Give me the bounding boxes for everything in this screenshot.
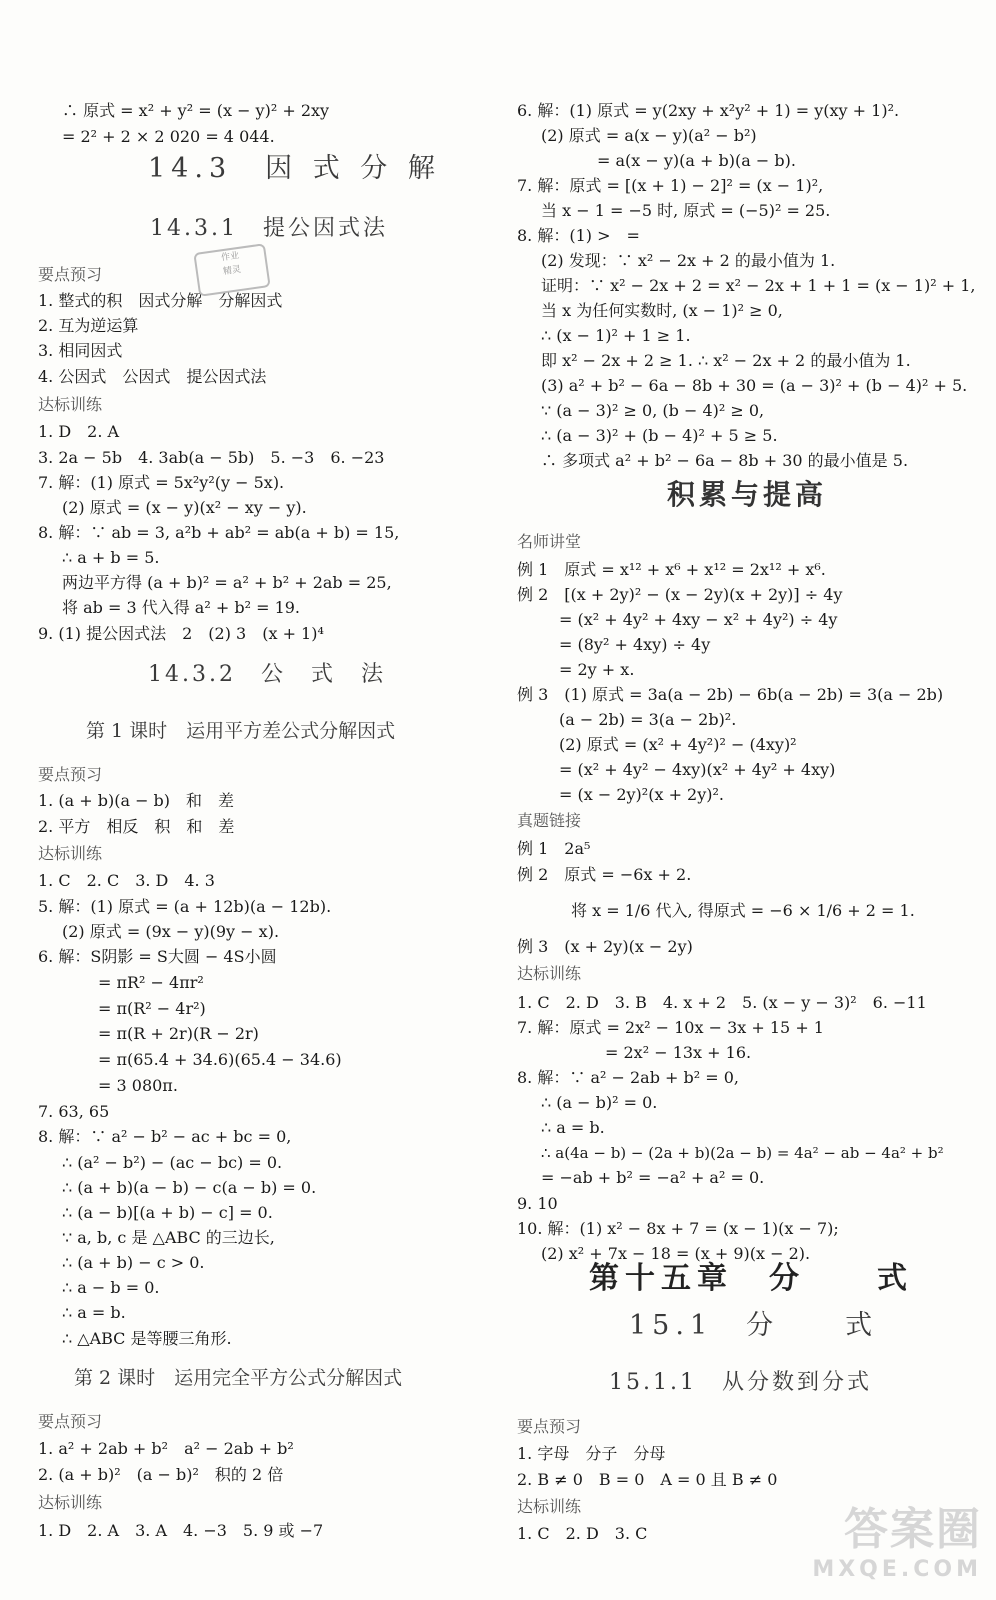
text-line: = (8y² + 4xy) ÷ 4y — [559, 635, 711, 654]
text-line: = a(x − y)(a + b)(a − b). — [597, 151, 796, 170]
text-line: 10. 解：(1) x² − 8x + 7 = (x − 1)(x − 7); — [517, 1219, 839, 1238]
text-line: (3) a² + b² − 6a − 8b + 30 = (a − 3)² + (b − 4)² + 5. — [541, 376, 968, 395]
text-line: = 2² + 2 × 2 020 = 4 044. — [62, 127, 275, 146]
text-line: 例 2 原式 = −6x + 2. — [517, 865, 692, 884]
text-line: = 2x² − 13x + 16. — [605, 1043, 752, 1062]
subsection-heading: 15.1.1 从分数到分式 — [609, 1370, 872, 1395]
watermark-main: 答案圈 — [844, 1504, 982, 1555]
text-line: 1. D 2. A 3. A 4. −3 5. 9 或 −7 — [38, 1521, 324, 1540]
homework-stamp: 作业 精灵 — [193, 243, 270, 297]
text-line: = 2y + x. — [559, 660, 635, 679]
text-line: 当 x − 1 = −5 时, 原式 = (−5)² = 25. — [541, 201, 831, 220]
text-line: ∴ (a − b)² = 0. — [541, 1093, 658, 1112]
text-line: = πR² − 4πr² — [98, 973, 204, 992]
text-line: 1. C 2. D 3. B 4. x + 2 5. (x − y − 3)² 6. −11 — [517, 993, 927, 1012]
part-label: 要点预习 — [517, 1417, 582, 1436]
lesson-heading: 第 1 课时 运用平方差公式分解因式 — [86, 720, 396, 742]
text-line: 1. 整式的积 因式分解 分解因式 — [38, 291, 283, 310]
text-line: 1. (a + b)(a − b) 和 差 — [38, 791, 235, 810]
part-label: 名师讲堂 — [517, 532, 582, 551]
part-label: 达标训练 — [38, 395, 103, 414]
text-line: ∴ a − b = 0. — [62, 1278, 160, 1297]
text-line: = (x² + 4y² + 4xy − x² + 4y²) ÷ 4y — [559, 610, 838, 629]
text-line: ∵ a, b, c 是 △ABC 的三边长, — [62, 1228, 275, 1247]
text-line: = π(65.4 + 34.6)(65.4 − 34.6) — [98, 1050, 342, 1069]
text-line: 证明：∵ x² − 2x + 2 = x² − 2x + 1 + 1 = (x − 1)² + 1, — [541, 276, 976, 295]
text-line: (2) 原式 = a(x − y)(a² − b²) — [541, 126, 757, 145]
part-label: 要点预习 — [38, 1412, 103, 1431]
text-line: (2) 发现：∵ x² − 2x + 2 的最小值为 1. — [541, 251, 836, 270]
text-line: ∴ (a − 3)² + (b − 4)² + 5 ≥ 5. — [541, 426, 778, 445]
text-line: ∴ (a − b)[(a + b) − c] = 0. — [62, 1203, 273, 1222]
text-line: 1. 字母 分子 分母 — [517, 1444, 666, 1463]
section-heading: 15.1 分 式 — [629, 1310, 879, 1341]
text-line: ∴ a(4a − b) − (2a + b)(2a − b) = 4a² − ab − 4a² + b² — [541, 1144, 944, 1162]
text-line: = −ab + b² = −a² + a² = 0. — [541, 1168, 765, 1187]
part-label: 达标训练 — [38, 844, 103, 863]
chapter-heading: 第十五章 分 式 — [589, 1261, 913, 1296]
text-line: 例 3 (1) 原式 = 3a(a − 2b) − 6b(a − 2b) = 3(a − 2b) — [517, 685, 944, 704]
text-line: 3. 相同因式 — [38, 341, 123, 360]
text-line: 将 ab = 3 代入得 a² + b² = 19. — [62, 598, 301, 617]
text-line: (2) x² + 7x − 18 = (x + 9)(x − 2). — [541, 1244, 811, 1263]
text-line: ∴ a = b. — [541, 1118, 605, 1137]
text-line: 8. 解：∵ a² − 2ab + b² = 0, — [517, 1068, 740, 1087]
text-line: 1. a² + 2ab + b² a² − 2ab + b² — [38, 1439, 294, 1458]
text-line: 1. C 2. C 3. D 4. 3 — [38, 871, 215, 890]
text-line: 4. 公因式 公因式 提公因式法 — [38, 367, 267, 386]
text-line: (2) 原式 = (x² + 4y²)² − (4xy)² — [559, 735, 797, 754]
text-line: ∴ (a + b) − c > 0. — [62, 1253, 205, 1272]
text-line: ∴ 原式 = x² + y² = (x − y)² + 2xy — [62, 101, 330, 120]
text-line: 例 1 原式 = x¹² + x⁶ + x¹² = 2x¹² + x⁶. — [517, 560, 826, 579]
text-line: 3. 2a − 5b 4. 3ab(a − 5b) 5. −3 6. −23 — [38, 448, 385, 467]
text-line: 7. 63, 65 — [38, 1102, 110, 1121]
text-line: 1. C 2. D 3. C — [517, 1524, 648, 1543]
part-label: 达标训练 — [517, 964, 582, 983]
text-line: 将 x = 1/6 代入, 得原式 = −6 × 1/6 + 2 = 1. — [571, 901, 915, 920]
text-line: ∴ 多项式 a² + b² − 6a − 8b + 30 的最小值是 5. — [541, 451, 909, 470]
text-line: 2. 互为逆运算 — [38, 316, 139, 335]
text-line: = (x² + 4y² − 4xy)(x² + 4y² + 4xy) — [559, 760, 836, 779]
text-line: 6. 解：S阴影 = S大圆 − 4S小圆 — [38, 947, 277, 966]
text-line: = 3 080π. — [98, 1076, 178, 1095]
section-heading: 积累与提高 — [667, 478, 828, 511]
section-heading: 14.3 因 式 分 解 — [148, 153, 441, 184]
text-line: 例 3 (x + 2y)(x − 2y) — [517, 937, 693, 956]
text-line: 2. B ≠ 0 B = 0 A = 0 且 B ≠ 0 — [517, 1470, 778, 1489]
text-line: 例 2 [(x + 2y)² − (x − 2y)(x + 2y)] ÷ 4y — [517, 585, 843, 604]
text-line: 两边平方得 (a + b)² = a² + b² + 2ab = 25, — [62, 573, 392, 592]
text-line: 5. 解：(1) 原式 = (a + 12b)(a − 12b). — [38, 897, 332, 916]
text-line: 2. 平方 相反 积 和 差 — [38, 817, 235, 836]
text-line: = π(R + 2r)(R − 2r) — [98, 1024, 259, 1043]
subsection-heading: 14.3.1 提公因式法 — [150, 216, 388, 241]
text-line: 9. (1) 提公因式法 2 (2) 3 (x + 1)⁴ — [38, 624, 324, 643]
text-line: ∴ (a + b)(a − b) − c(a − b) = 0. — [62, 1178, 317, 1197]
part-label: 达标训练 — [517, 1497, 582, 1516]
text-line: 6. 解：(1) 原式 = y(2xy + x²y² + 1) = y(xy + 1)². — [517, 101, 900, 120]
text-line: 即 x² − 2x + 2 ≥ 1. ∴ x² − 2x + 2 的最小值为 1. — [541, 351, 911, 370]
text-line: ∴ a = b. — [62, 1303, 126, 1322]
text-line: 1. D 2. A — [38, 422, 120, 441]
text-line: ∵ (a − 3)² ≥ 0, (b − 4)² ≥ 0, — [541, 401, 765, 420]
text-line: 7. 解：原式 = 2x² − 10x − 3x + 15 + 1 — [517, 1018, 824, 1037]
lesson-heading: 第 2 课时 运用完全平方公式分解因式 — [74, 1367, 403, 1389]
text-line: ∴ △ABC 是等腰三角形. — [62, 1329, 232, 1348]
subsection-heading: 14.3.2 公 式 法 — [148, 662, 386, 687]
text-line: 2. (a + b)² (a − b)² 积的 2 倍 — [38, 1465, 284, 1484]
text-line: 8. 解：∵ a² − b² − ac + bc = 0, — [38, 1127, 292, 1146]
text-line: (2) 原式 = (x − y)(x² − xy − y). — [62, 498, 307, 517]
text-line: 7. 解：原式 = [(x + 1) − 2]² = (x − 1)², — [517, 176, 824, 195]
text-line: 7. 解：(1) 原式 = 5x²y²(y − 5x). — [38, 473, 285, 492]
watermark-logo — [812, 1493, 982, 1582]
text-line: ∴ (a² − b²) − (ac − bc) = 0. — [62, 1153, 283, 1172]
text-line: (a − 2b) = 3(a − 2b)². — [559, 710, 737, 729]
part-label: 达标训练 — [38, 1493, 103, 1512]
text-line: 8. 解：∵ ab = 3, a²b + ab² = ab(a + b) = 15, — [38, 523, 400, 542]
text-line: = π(R² − 4r²) — [98, 999, 206, 1018]
part-label: 要点预习 — [38, 765, 103, 784]
text-line: 8. 解：(1) > = — [517, 226, 640, 245]
text-line: ∴ a + b = 5. — [62, 548, 160, 567]
watermark-url: MXQE.COM — [812, 1557, 982, 1582]
text-line: 例 1 2a⁵ — [517, 839, 591, 858]
part-label: 真题链接 — [517, 811, 582, 830]
text-line: ∴ (x − 1)² + 1 ≥ 1. — [541, 326, 691, 345]
text-line: 当 x 为任何实数时, (x − 1)² ≥ 0, — [541, 301, 783, 320]
text-line: (2) 原式 = (9x − y)(9y − x). — [62, 922, 280, 941]
part-label: 要点预习 — [38, 265, 103, 284]
text-line: = (x − 2y)²(x + 2y)². — [559, 785, 725, 804]
text-line: 9. 10 — [517, 1194, 558, 1213]
